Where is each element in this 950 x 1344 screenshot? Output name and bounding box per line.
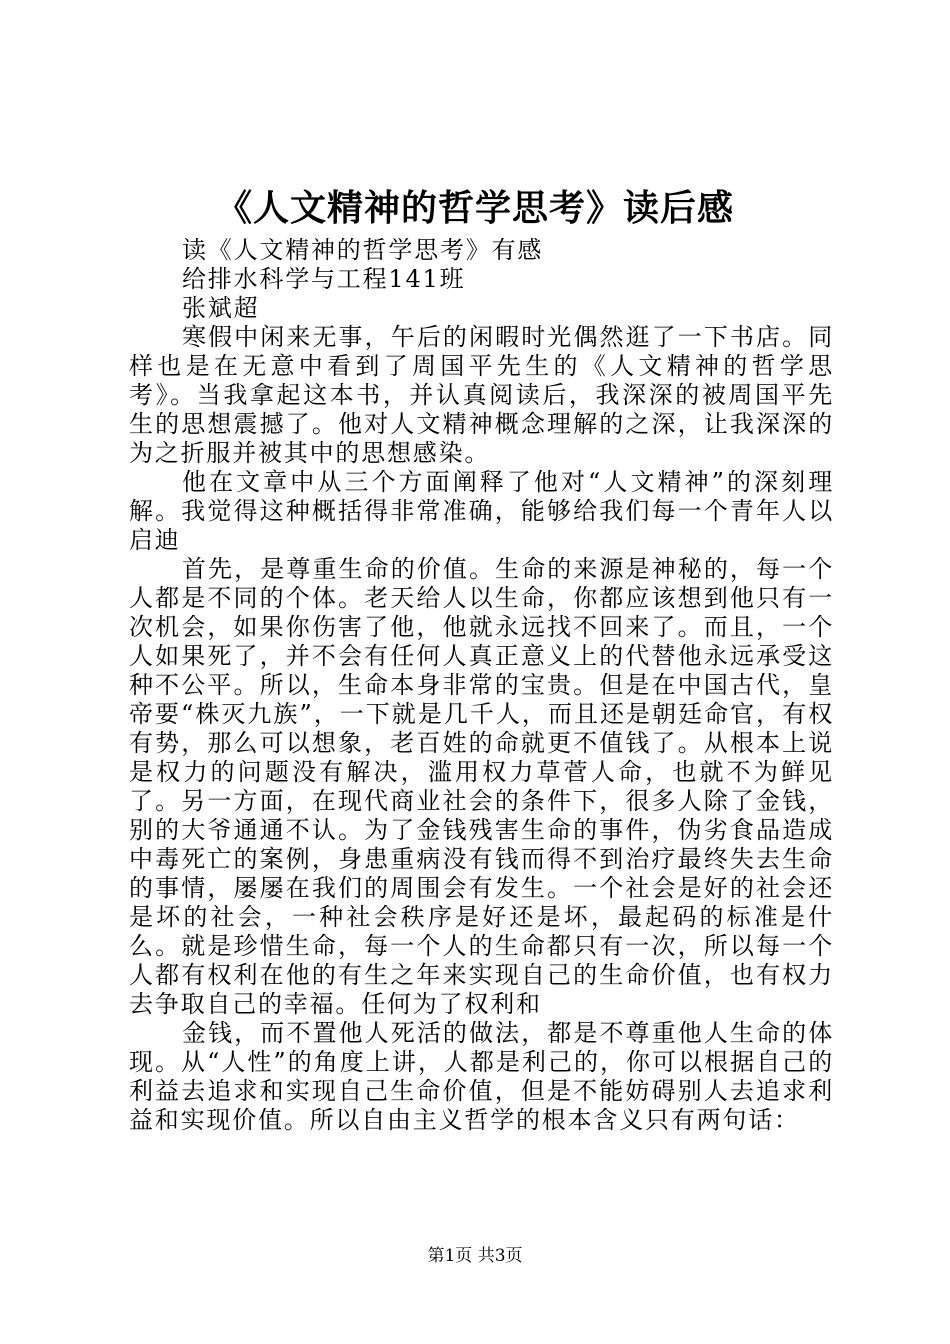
class-line: 给排水科学与工程141班 — [182, 265, 466, 293]
paragraph-4: 金钱，而不置他人死活的做法，都是不尊重他人生命的体现。从“人性”的角度上讲，人都是利己的，你可以根据自己的利益去追求和实现自己生命价值，但是不能妨碍别人去追求利益和实现价值。所以自由主义哲学的根本含义只有两句话： — [129, 1019, 834, 1134]
subtitle-line: 读《人文精神的哲学思考》有感 — [182, 236, 544, 264]
paragraph-1: 寒假中闲来无事，午后的闲暇时光偶然逛了一下书店。同样也是在无意中看到了周国平先生的《人文精神的哲学思考》。当我拿起这本书，并认真阅读后，我深深的被周国平先生的思想震撼了。他对人文精神概念理解的之深，让我深深的为之折服并被其中的思想感染。 — [129, 323, 834, 467]
document-title: 《人文精神的哲学思考》读后感 — [215, 187, 734, 229]
paragraph-3: 首先，是尊重生命的价值。生命的来源是神秘的，每一个人都是不同的个体。老天给人以生命，你都应该想到他只有一次机会，如果你伤害了他，他就永远找不回来了。而且，一个人如果死了，并不会有任何人真正意义上的代替他永远承受这种不公平。所以，生命本身非常的宝贵。但是在中国古代，皇帝要“株灭九族”，一下就是几千人，而且还是朝廷命官，有权有势，那么可以想象，老百姓的命就更不值钱了。从根本上说是权力的问题没有解决，滥用权力草菅人命，也就不为鲜见了。另一方面，在现代商业社会的条件下，很多人除了金钱，别的大爷通通不认。为了金钱残害生命的事件，伪劣食品造成中毒死亡的案例，身患重病没有钱而得不到治疗最终失去生命的事情，屡屡在我们的周围会有发生。一个社会是好的社会还是坏的社会，一种社会秩序是好还是坏，最起码的标准是什么。就是珍惜生命，每一个人的生命都只有一次，所以每一个人都有权利在他的有生之年来实现自己的生命价值，也有权力去争取自己的幸福。任何为了权利和 — [129, 555, 834, 1018]
document-body — [129, 236, 834, 1135]
author-line: 张斌超 — [182, 294, 260, 322]
paragraph-2: 他在文章中从三个方面阐释了他对“人文精神”的深刻理解。我觉得这种概括得非常准确，能够给我们每一个青年人以启迪 — [129, 468, 834, 554]
page-footer: 第1页 共3页 — [427, 1246, 523, 1266]
